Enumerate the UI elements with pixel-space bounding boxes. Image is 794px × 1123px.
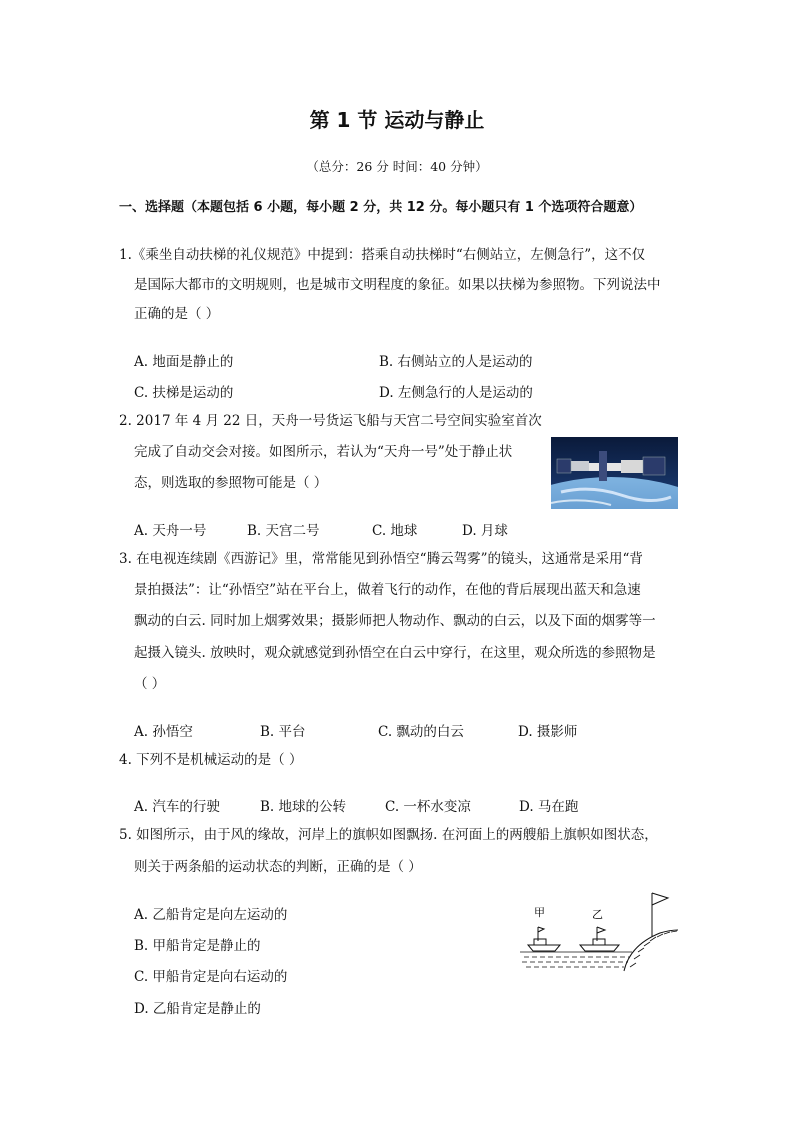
- river-water: [520, 952, 632, 967]
- question-4-option-b: B. 地球的公转: [260, 799, 347, 815]
- section-heading: 一、选择题（本题包括 6 小题，每小题 2 分，共 12 分。每小题只有 1 个选项符合题意）: [119, 200, 643, 215]
- river-bank: [624, 930, 678, 971]
- question-5-line-2: 则关于两条船的运动状态的判断，正确的是（ ）: [134, 859, 422, 875]
- question-3-option-b: B. 平台: [260, 724, 306, 740]
- label-jia: 甲: [534, 906, 545, 919]
- space-station-image: [551, 437, 678, 509]
- question-3-line-5: （ ）: [134, 676, 166, 692]
- question-4-option-c: C. 一杯水变凉: [385, 799, 471, 815]
- question-1-line-2: 是国际大都市的文明规则，也是城市文明程度的象征。如果以扶梯为参照物。下列说法中: [134, 277, 661, 293]
- question-2-option-b: B. 天宫二号: [247, 523, 320, 539]
- question-2-option-a: A. 天舟一号: [134, 523, 207, 539]
- question-3-line-1: 3. 在电视连续剧《西游记》里，常常能见到孙悟空“腾云驾雾”的镜头，这通常是采用“背: [119, 551, 643, 567]
- question-1-line-3: 正确的是（ ）: [134, 306, 220, 322]
- question-3-option-a: A. 孙悟空: [134, 724, 193, 740]
- question-5-option-a: A. 乙船肯定是向左运动的: [134, 907, 288, 923]
- label-yi: 乙: [592, 908, 603, 921]
- question-3-option-d: D. 摄影师: [518, 724, 578, 740]
- question-2-line-1: 2. 2017 年 4 月 22 日，天舟一号货运飞船与天宫二号空间实验室首次: [119, 413, 542, 429]
- question-5-option-c: C. 甲船肯定是向右运动的: [134, 969, 288, 985]
- page-title: 第 1 节 运动与静止: [309, 108, 485, 132]
- question-3-line-4: 起摄入镜头. 放映时，观众就感觉到孙悟空在白云中穿行，在这里，观众所选的参照物是: [134, 645, 656, 661]
- boats-flags-diagram: [520, 885, 680, 975]
- question-5-option-d: D. 乙船肯定是静止的: [134, 1001, 261, 1017]
- question-2-option-d: D. 月球: [462, 523, 508, 539]
- boat-jia: [528, 927, 560, 951]
- question-1-option-a: A. 地面是静止的: [134, 354, 234, 370]
- question-1-line-1: 1.《乘坐自动扶梯的礼仪规范》中提到：搭乘自动扶梯时“右侧站立，左侧急行”，这不仅: [119, 247, 646, 263]
- question-2-option-c: C. 地球: [372, 523, 418, 539]
- question-1-option-b: B. 右侧站立的人是运动的: [379, 354, 533, 370]
- question-2-line-2: 完成了自动交会对接。如图所示，若认为“天舟一号”处于静止状: [134, 444, 513, 460]
- question-4-option-d: D. 马在跑: [519, 799, 579, 815]
- exam-info: （总分：26 分 时间：40 分钟）: [306, 159, 488, 174]
- question-5-option-b: B. 甲船肯定是静止的: [134, 938, 261, 954]
- question-5-line-1: 5. 如图所示，由于风的缘故，河岸上的旗帜如图飘扬. 在河面上的两艘船上旗帜如图状态，: [119, 827, 658, 843]
- question-3-line-3: 飘动的白云. 同时加上烟雾效果；摄影师把人物动作、飘动的白云，以及下面的烟雾等一: [134, 613, 656, 629]
- question-4-line-1: 4. 下列不是机械运动的是（ ）: [119, 752, 303, 768]
- question-3-line-2: 景拍摄法”：让“孙悟空”站在平台上，做着飞行的动作，在他的背后展现出蓝天和急速: [134, 582, 641, 598]
- question-4-option-a: A. 汽车的行驶: [134, 799, 220, 815]
- question-2-line-3: 态，则选取的参照物可能是（ ）: [134, 475, 328, 491]
- question-1-option-c: C. 扶梯是运动的: [134, 385, 234, 401]
- shore-flag: [652, 893, 668, 937]
- boat-yi: [580, 927, 619, 951]
- question-1-option-d: D. 左侧急行的人是运动的: [379, 385, 533, 401]
- question-3-option-c: C. 飘动的白云: [378, 724, 464, 740]
